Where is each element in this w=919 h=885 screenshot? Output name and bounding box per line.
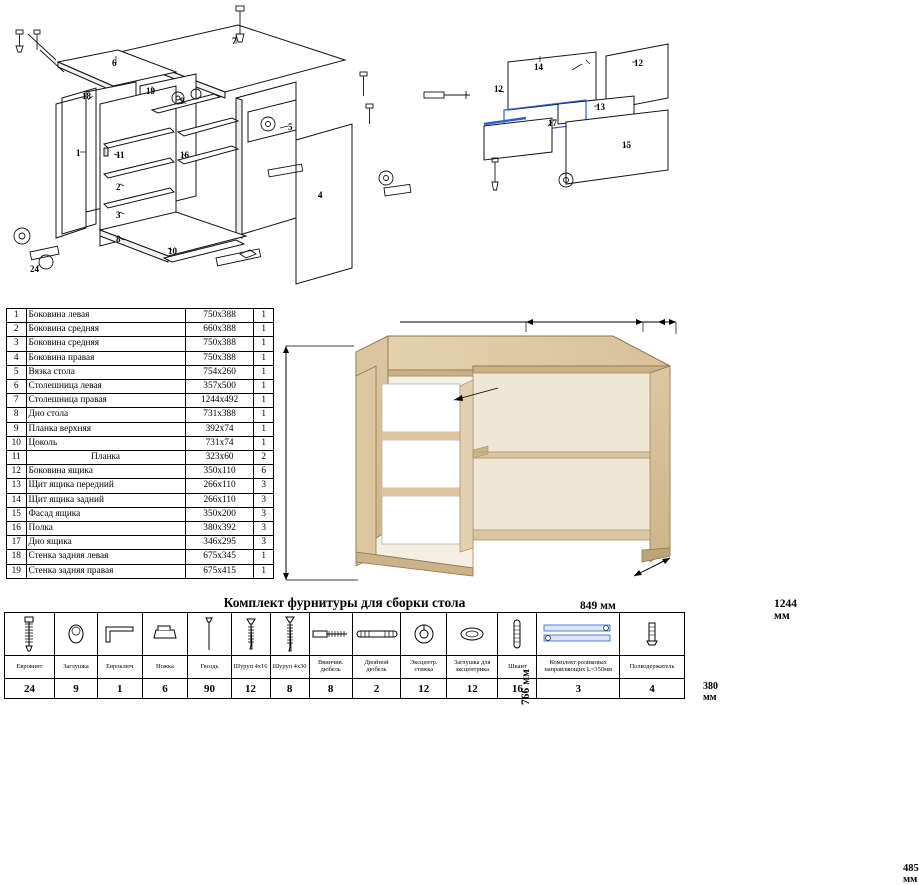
kit-item-name: Комплект роликовых направляющих L=350мм <box>537 656 620 679</box>
part-dimension: 675x345 <box>185 550 254 564</box>
part-dimension: 350x110 <box>185 465 254 479</box>
part-dimension: 1244x492 <box>185 394 254 408</box>
part-number: 6 <box>7 380 27 394</box>
callout-10: 10 <box>168 246 177 256</box>
part-dimension: 754x260 <box>185 365 254 379</box>
callout-9: 9 <box>180 96 185 106</box>
table-row <box>7 536 274 550</box>
part-number: 12 <box>7 465 27 479</box>
table-row <box>7 323 274 337</box>
part-quantity: 3 <box>254 479 274 493</box>
cam-cap-icon <box>447 613 498 656</box>
part-name: Боковина средняя <box>26 323 185 337</box>
table-row <box>7 309 274 323</box>
table-row <box>7 493 274 507</box>
callout-7: 7 <box>232 36 237 46</box>
part-quantity: 3 <box>254 493 274 507</box>
callout-11: 11 <box>116 150 125 160</box>
part-quantity: 1 <box>254 337 274 351</box>
dimension-485: 485 мм <box>903 863 919 885</box>
callout-13: 13 <box>596 102 605 112</box>
part-dimension: 323x60 <box>185 451 254 465</box>
part-name: Щит ящика передний <box>26 479 185 493</box>
part-quantity: 3 <box>254 536 274 550</box>
part-number: 9 <box>7 422 27 436</box>
exploded-diagram-svg <box>0 0 689 295</box>
part-name: Планка верхняя <box>26 422 185 436</box>
kit-item-quantity: 9 <box>54 679 97 699</box>
kit-item-quantity: 16 <box>498 679 537 699</box>
part-quantity: 1 <box>254 422 274 436</box>
kit-item-quantity: 12 <box>401 679 447 699</box>
part-dimension: 750x388 <box>185 309 254 323</box>
callout-19: 19 <box>146 86 155 96</box>
table-row <box>7 550 274 564</box>
part-number: 19 <box>7 564 27 578</box>
table-row <box>7 451 274 465</box>
callout-18: 18 <box>82 91 91 101</box>
part-quantity: 3 <box>254 522 274 536</box>
kit-item-name: Заглушка <box>54 656 97 679</box>
part-dimension: 731x388 <box>185 408 254 422</box>
part-name: Стенка задняя левая <box>26 550 185 564</box>
part-name: Вязка стола <box>26 365 185 379</box>
table-row <box>7 380 274 394</box>
part-quantity: 1 <box>254 365 274 379</box>
part-dimension: 350x200 <box>185 507 254 521</box>
kit-item-quantity: 4 <box>620 679 685 699</box>
part-number: 18 <box>7 550 27 564</box>
part-quantity: 1 <box>254 309 274 323</box>
part-dimension: 357x500 <box>185 380 254 394</box>
part-number: 14 <box>7 493 27 507</box>
kit-title: Комплект фурнитуры для сборки стола <box>223 595 466 610</box>
part-dimension: 266x110 <box>185 479 254 493</box>
part-name: Боковина средняя <box>26 337 185 351</box>
dimension-1244: 1244 мм <box>774 598 797 622</box>
part-dimension: 660x388 <box>185 323 254 337</box>
kit-item-name: Ввинчив. дюбель <box>309 656 352 679</box>
part-name: Боковина ящика <box>26 465 185 479</box>
table-row <box>7 408 274 422</box>
cam-lock-icon <box>401 613 447 656</box>
part-name: Столешница правая <box>26 394 185 408</box>
part-number: 4 <box>7 351 27 365</box>
part-dimension: 392x74 <box>185 422 254 436</box>
kit-item-quantity: 8 <box>270 679 309 699</box>
cap-icon <box>54 613 97 656</box>
callout-16: 16 <box>180 150 189 160</box>
screw-4x16-icon <box>231 613 270 656</box>
part-number: 16 <box>7 522 27 536</box>
part-quantity: 1 <box>254 380 274 394</box>
table-row <box>7 351 274 365</box>
part-dimension: 380x392 <box>185 522 254 536</box>
part-number: 15 <box>7 507 27 521</box>
part-name: Боковина левая <box>26 309 185 323</box>
part-name: Фасад ящика <box>26 507 185 521</box>
part-name: Столешница левая <box>26 380 185 394</box>
part-number: 11 <box>7 451 27 465</box>
part-quantity: 1 <box>254 564 274 578</box>
callout-8: 8 <box>116 234 121 244</box>
table-row <box>7 436 274 450</box>
callout-12-right: 12 <box>634 58 643 68</box>
callout-2: 2 <box>116 182 121 192</box>
part-quantity: 2 <box>254 451 274 465</box>
callout-12-left: 12 <box>494 84 503 94</box>
part-name: Планка <box>26 451 185 465</box>
table-row <box>7 522 274 536</box>
euro-key-icon <box>98 613 142 656</box>
table-row <box>7 507 274 521</box>
drawer-slide-icon <box>537 613 620 656</box>
kit-item-quantity: 24 <box>5 679 55 699</box>
callout-6: 6 <box>112 58 117 68</box>
part-number: 2 <box>7 323 27 337</box>
part-name: Дно ящика <box>26 536 185 550</box>
kit-item-name: Шкант <box>498 656 537 679</box>
callout-1: 1 <box>76 148 81 158</box>
hardware-kit-table <box>4 612 685 699</box>
part-quantity: 1 <box>254 550 274 564</box>
part-quantity: 1 <box>254 408 274 422</box>
callout-14: 14 <box>534 62 543 72</box>
dimension-380: 380 мм <box>703 681 718 703</box>
screw-4x30-icon <box>270 613 309 656</box>
dowel-icon <box>498 613 537 656</box>
part-dimension: 750x388 <box>185 337 254 351</box>
kit-item-quantity: 1 <box>98 679 142 699</box>
double-dowel-icon <box>352 613 401 656</box>
screw-dowel-icon <box>309 613 352 656</box>
kit-item-name: Шуруп 4х16 <box>231 656 270 679</box>
callout-24: 24 <box>30 264 39 274</box>
table-row <box>7 337 274 351</box>
part-dimension: 731x74 <box>185 436 254 450</box>
dimension-849: 849 мм <box>580 600 616 612</box>
callout-3: 3 <box>116 210 121 220</box>
part-dimension: 750x388 <box>185 351 254 365</box>
part-name: Полка <box>26 522 185 536</box>
part-name: Цоколь <box>26 436 185 450</box>
kit-item-name: Евроключ <box>98 656 142 679</box>
part-quantity: 1 <box>254 394 274 408</box>
part-number: 3 <box>7 337 27 351</box>
part-dimension: 675x415 <box>185 564 254 578</box>
part-name: Боковина правая <box>26 351 185 365</box>
part-number: 7 <box>7 394 27 408</box>
table-row <box>7 422 274 436</box>
part-number: 1 <box>7 309 27 323</box>
part-number: 8 <box>7 408 27 422</box>
part-number: 10 <box>7 436 27 450</box>
kit-item-name: Шуруп 4х30 <box>270 656 309 679</box>
kit-item-name: Ножка <box>142 656 188 679</box>
kit-item-name: Полкодержатель <box>620 656 685 679</box>
part-quantity: 1 <box>254 323 274 337</box>
part-name: Стенка задняя правая <box>26 564 185 578</box>
table-row <box>7 394 274 408</box>
table-row <box>7 564 274 578</box>
nail-icon <box>188 613 231 656</box>
part-quantity: 1 <box>254 351 274 365</box>
dimension-766: 766 мм <box>520 669 532 705</box>
exploded-assembly-diagram <box>0 0 689 295</box>
callout-4: 4 <box>318 190 323 200</box>
callout-17: 17 <box>548 118 557 128</box>
part-dimension: 266x110 <box>185 493 254 507</box>
part-quantity: 6 <box>254 465 274 479</box>
kit-item-name: Евровинт <box>5 656 55 679</box>
table-row <box>7 365 274 379</box>
callout-5: 5 <box>288 122 293 132</box>
euro-screw-icon <box>5 613 55 656</box>
leg-icon <box>142 613 188 656</box>
kit-item-quantity: 8 <box>309 679 352 699</box>
part-dimension: 346x295 <box>185 536 254 550</box>
callout-15: 15 <box>622 140 631 150</box>
part-name: Щит ящика задний <box>26 493 185 507</box>
kit-item-quantity: 6 <box>142 679 188 699</box>
part-number: 13 <box>7 479 27 493</box>
part-quantity: 1 <box>254 436 274 450</box>
part-quantity: 3 <box>254 507 274 521</box>
kit-item-name: Двойной дюбель <box>352 656 401 679</box>
table-row <box>7 465 274 479</box>
kit-item-quantity: 90 <box>188 679 231 699</box>
desk-render-svg <box>258 300 689 592</box>
part-number: 17 <box>7 536 27 550</box>
kit-item-name: Заглушка для эксцентрика <box>447 656 498 679</box>
kit-item-quantity: 3 <box>537 679 620 699</box>
parts-list-table <box>6 308 274 579</box>
kit-item-quantity: 12 <box>447 679 498 699</box>
kit-item-quantity: 2 <box>352 679 401 699</box>
part-number: 5 <box>7 365 27 379</box>
shelf-support-icon <box>620 613 685 656</box>
part-name: Дно стола <box>26 408 185 422</box>
kit-item-name: Гвоздь <box>188 656 231 679</box>
kit-item-quantity: 12 <box>231 679 270 699</box>
kit-item-name: Эксцентр. стяжка <box>401 656 447 679</box>
table-row <box>7 479 274 493</box>
